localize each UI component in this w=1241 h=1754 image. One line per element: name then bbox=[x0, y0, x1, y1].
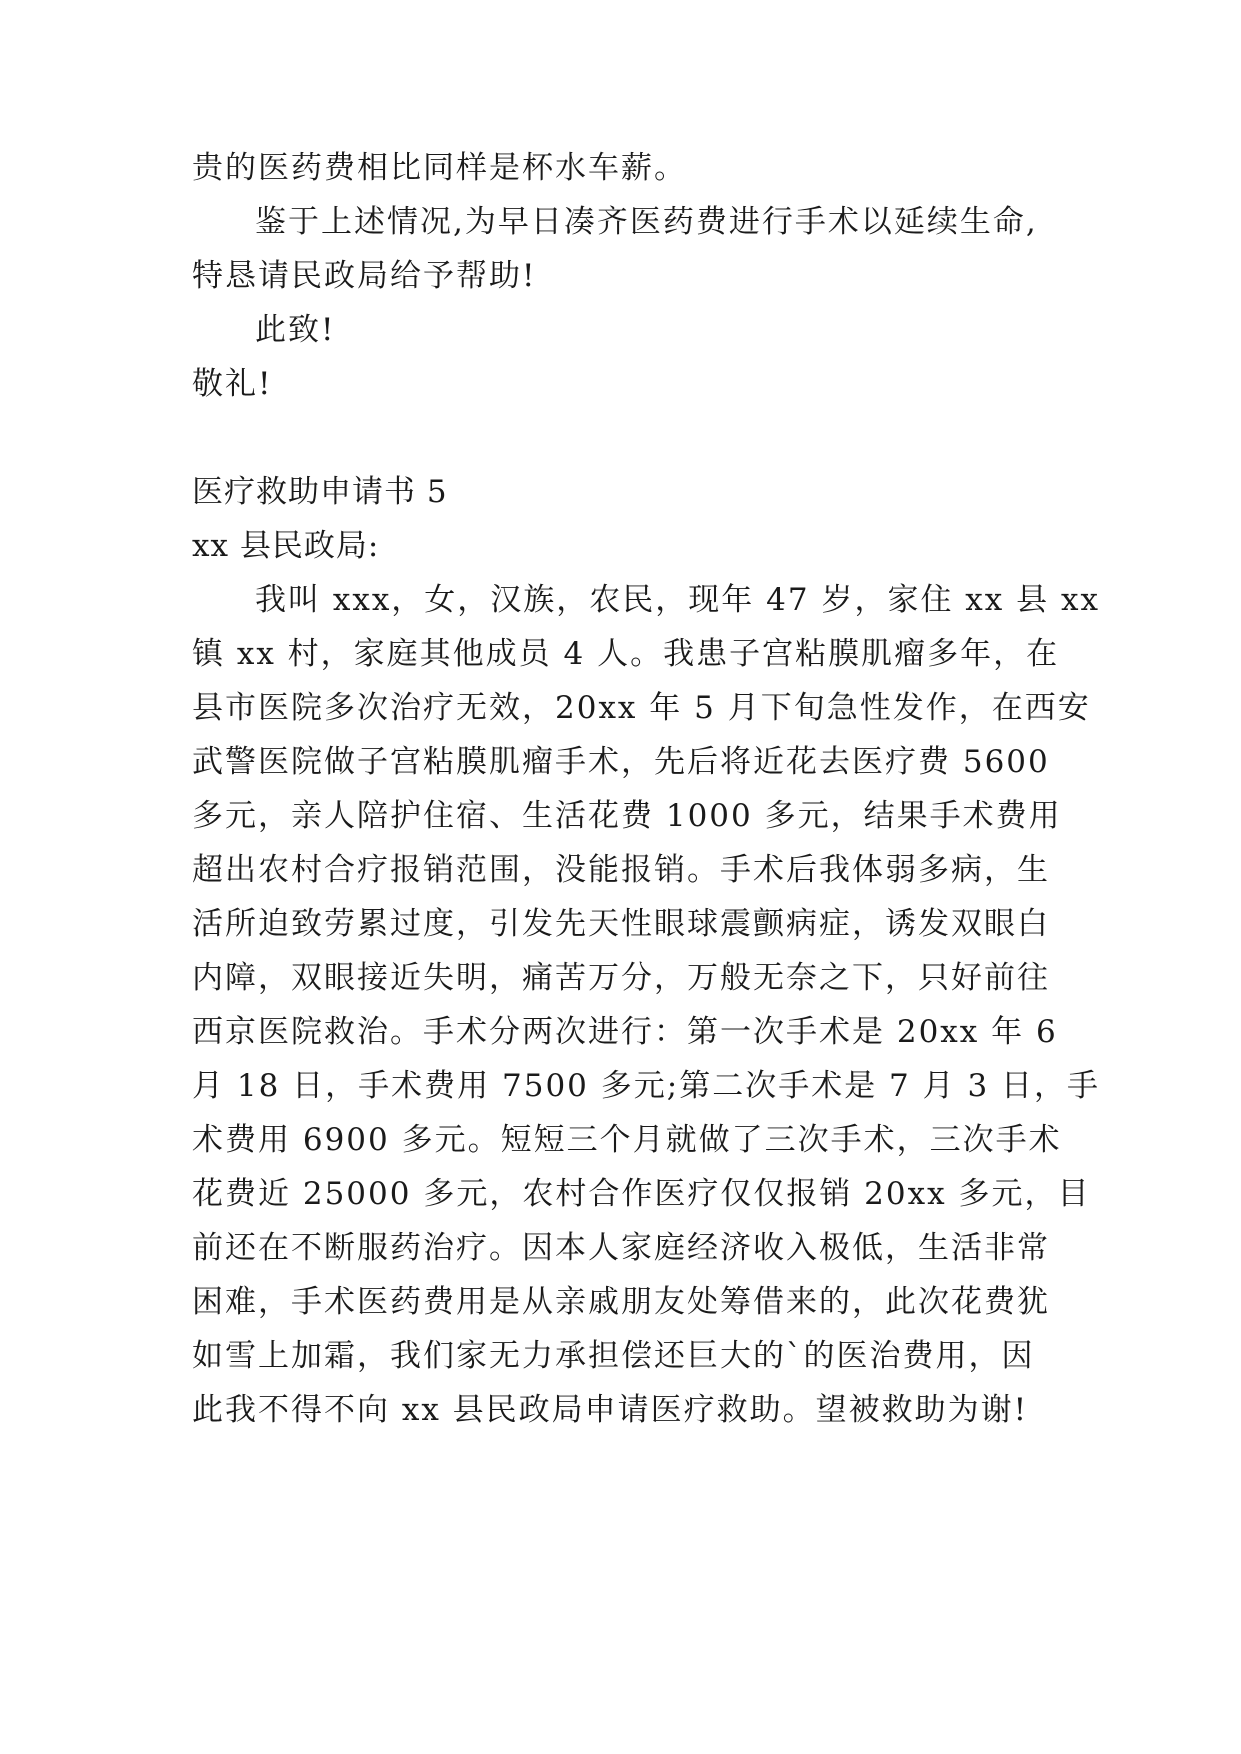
body-line-14: 困难，手术医药费用是从亲戚朋友处筹借来的，此次花费犹 bbox=[192, 1284, 1050, 1320]
body-line-3: 县市医院多次治疗无效，20xx 年 5 月下旬急性发作，在西安 bbox=[192, 690, 1091, 726]
body-line-2: 镇 xx 村，家庭其他成员 4 人。我患子宫粘膜肌瘤多年，在 bbox=[192, 636, 1060, 672]
body-line-6: 超出农村合疗报销范围，没能报销。手术后我体弱多病，生 bbox=[192, 852, 1050, 888]
body-line-4: 武警医院做子宫粘膜肌瘤手术，先后将近花去医疗费 5600 bbox=[192, 744, 1050, 780]
body-line-13: 前还在不断服药治疗。因本人家庭经济收入极低，生活非常 bbox=[192, 1230, 1050, 1266]
body-line-11: 术费用 6900 多元。短短三个月就做了三次手术，三次手术 bbox=[192, 1122, 1062, 1158]
salutation: xx 县民政局: bbox=[192, 528, 380, 564]
body-line-8: 内障，双眼接近失明，痛苦万分，万般无奈之下，只好前往 bbox=[192, 960, 1050, 996]
prev-line-3: 特恳请民政局给予帮助! bbox=[192, 258, 537, 294]
closing-phrase: 此致! bbox=[255, 312, 336, 348]
body-line-15: 如雪上加霜，我们家无力承担偿还巨大的`的医治费用，因 bbox=[192, 1338, 1035, 1374]
body-line-9: 西京医院救治。手术分两次进行：第一次手术是 20xx 年 6 bbox=[192, 1014, 1058, 1050]
body-line-10: 月 18 日，手术费用 7500 多元;第二次手术是 7 月 3 日，手 bbox=[192, 1068, 1101, 1104]
body-line-16: 此我不得不向 xx 县民政局申请医疗救助。望被救助为谢! bbox=[192, 1392, 1029, 1428]
body-line-7: 活所迫致劳累过度，引发先天性眼球震颤病症，诱发双眼白 bbox=[192, 906, 1050, 942]
body-line-5: 多元，亲人陪护住宿、生活花费 1000 多元，结果手术费用 bbox=[192, 798, 1062, 834]
prev-line-2: 鉴于上述情况,为早日凑齐医药费进行手术以延续生命, bbox=[255, 204, 1038, 240]
closing-salute: 敬礼! bbox=[192, 366, 273, 402]
body-line-1: 我叫 xxx，女，汉族，农民，现年 47 岁，家住 xx 县 xx bbox=[255, 582, 1100, 618]
section-title: 医疗救助申请书 5 bbox=[192, 474, 448, 510]
prev-line-1: 贵的医药费相比同样是杯水车薪。 bbox=[192, 150, 687, 186]
body-line-12: 花费近 25000 多元，农村合作医疗仅仅报销 20xx 多元，目 bbox=[192, 1176, 1091, 1212]
